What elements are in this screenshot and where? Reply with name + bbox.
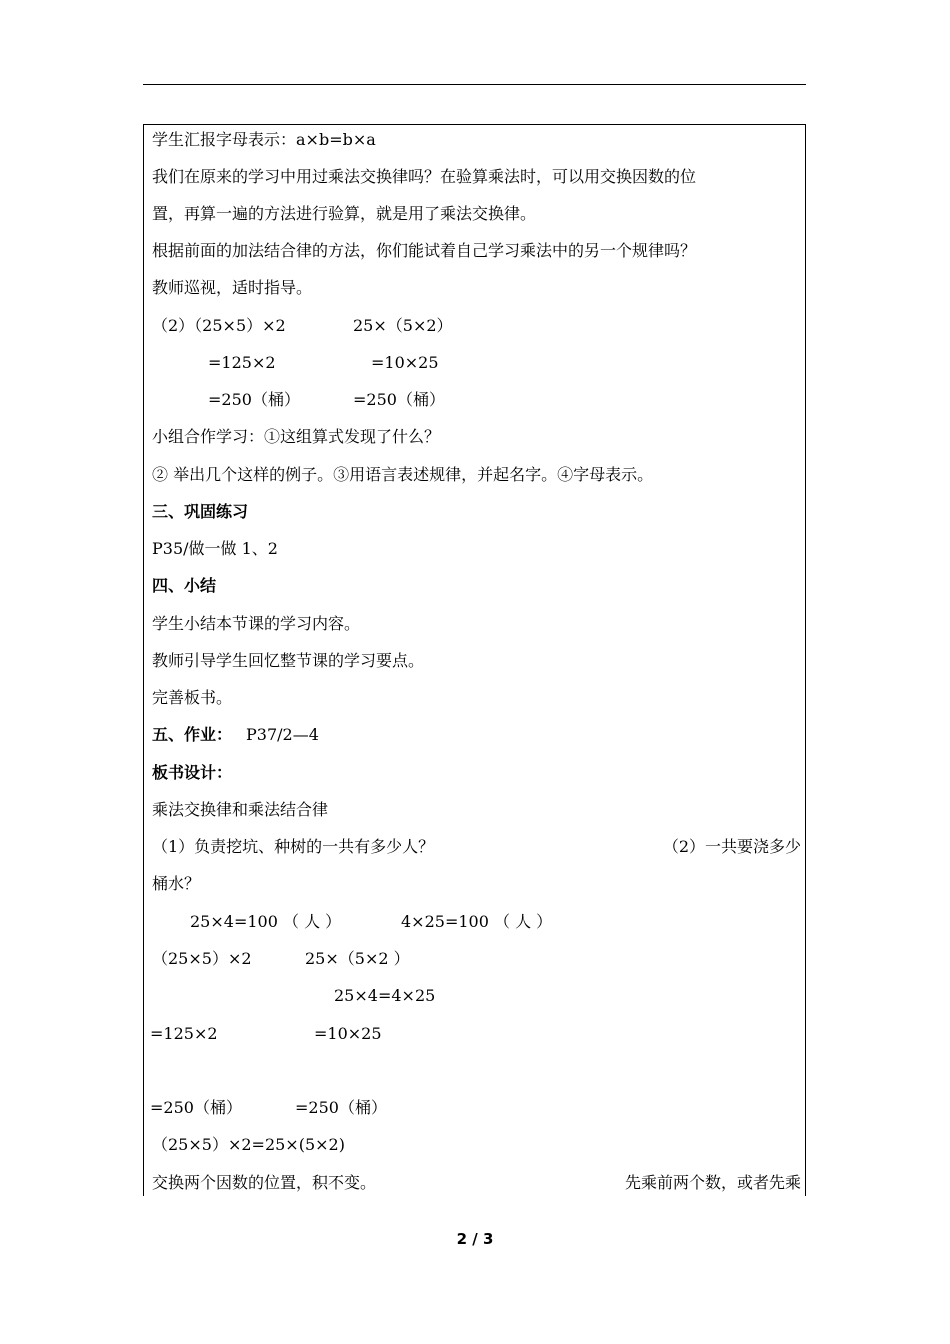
text-line: 桶水？	[152, 874, 201, 893]
equation: =250（桶）	[353, 390, 445, 409]
header-rule	[143, 84, 806, 85]
equation: （25×5）×2	[152, 949, 252, 968]
equation: 25×4=100 （ 人 ）	[190, 912, 342, 931]
section-heading: 三、巩固练习	[152, 502, 249, 521]
equation: =250（桶）	[150, 1098, 242, 1117]
text-line: 教师引导学生回忆整节课的学习要点。	[152, 651, 425, 670]
section-heading: 板书设计：	[152, 763, 233, 782]
equation: （2）（25×5）×2	[152, 316, 286, 335]
text-line: 小组合作学习：①这组算式发现了什么？	[152, 427, 441, 446]
text-line: 乘法交换律和乘法结合律	[152, 800, 329, 819]
text-line: 先乘前两个数，或者先乘	[624, 1173, 801, 1192]
section-heading: 四、小结	[152, 576, 217, 595]
equation: （25×5）×2=25×(5×2)	[152, 1135, 345, 1154]
equation: =10×25	[314, 1024, 382, 1043]
text-line: （2）一共要浇多少	[662, 837, 801, 856]
text-line: 根据前面的加法结合律的方法，你们能试着自己学习乘法中的另一个规律吗？	[152, 241, 697, 260]
text-line: 置，再算一遍的方法进行验算，就是用了乘法交换律。	[152, 204, 537, 223]
text-line: 我们在原来的学习中用过乘法交换律吗？在验算乘法时，可以用交换因数的位	[152, 167, 697, 186]
text-line: P35/做一做 1、2	[152, 539, 278, 558]
equation: =125×2	[208, 353, 276, 372]
equation: 25×（5×2）	[353, 316, 453, 335]
equation: 4×25=100 （ 人 ）	[401, 912, 553, 931]
text-line: 交换两个因数的位置，积不变。	[152, 1173, 377, 1192]
text-line: 学生小结本节课的学习内容。	[152, 614, 361, 633]
section-heading: 五、作业：	[152, 725, 233, 744]
text-line: 教师巡视，适时指导。	[152, 278, 313, 297]
equation: =10×25	[371, 353, 439, 372]
equation: 25×4=4×25	[334, 986, 436, 1005]
text-line: P37/2—4	[246, 725, 319, 744]
equation: =250（桶）	[295, 1098, 387, 1117]
text-line: （1）负责挖坑、种树的一共有多少人？	[152, 837, 435, 856]
equation: 25×（5×2 ）	[305, 949, 410, 968]
text-line: 学生汇报字母表示：a×b=b×a	[152, 130, 376, 149]
text-line: ② 举出几个这样的例子。③用语言表述规律，并起名字。④字母表示。	[152, 465, 654, 484]
equation: =125×2	[150, 1024, 218, 1043]
lesson-table-cell	[143, 124, 806, 1196]
equation: =250（桶）	[208, 390, 300, 409]
page-number: 2 / 3	[456, 1230, 494, 1248]
text-line: 完善板书。	[152, 688, 233, 707]
